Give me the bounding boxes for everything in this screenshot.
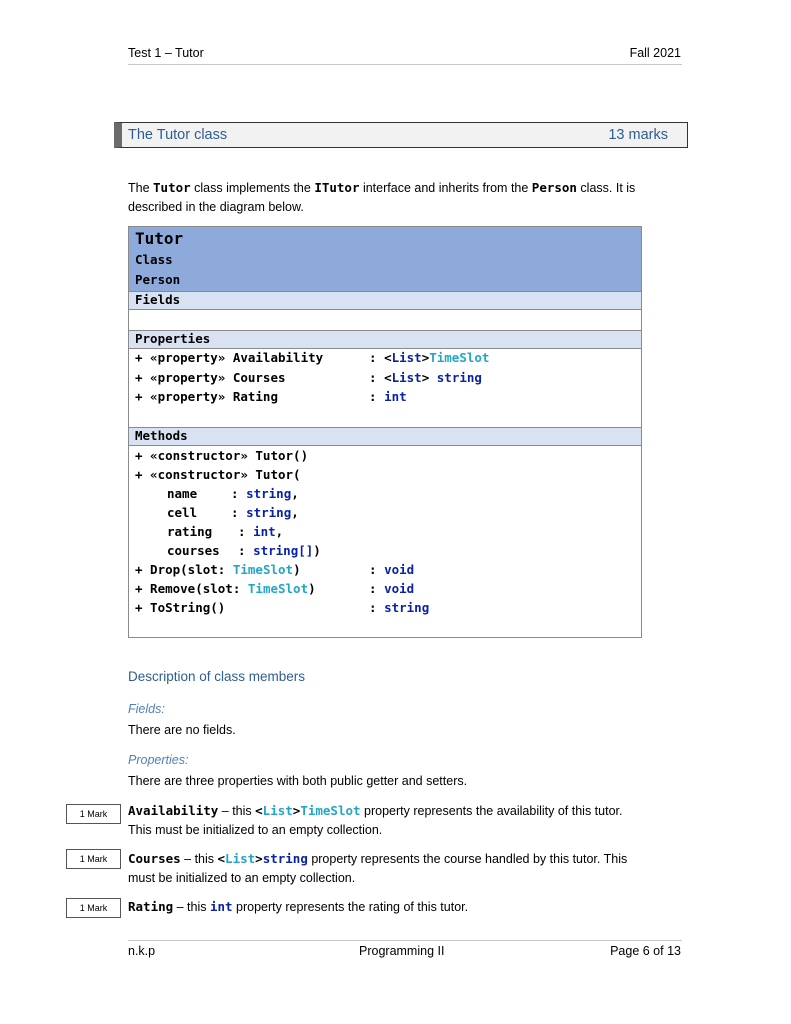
footer-rule (128, 940, 682, 941)
uml-method-return: : string (369, 600, 430, 615)
intro-text: The (128, 181, 154, 195)
uml-property: + «property» Courses (135, 370, 286, 385)
intro-text: interface and inherits from the (359, 181, 532, 195)
member-description-rating: Rating – this int property represents the rating of this tutor. (128, 899, 469, 914)
mark-box: 1 Mark (66, 898, 121, 918)
uml-method: + Drop(slot: TimeSlot) (135, 562, 301, 577)
header-left: Test 1 – Tutor (128, 46, 204, 60)
fields-subheading: Fields: (128, 702, 165, 716)
uml-property: + «property» Rating (135, 389, 278, 404)
uml-property: + «property» Availability (135, 350, 324, 365)
uml-param-type: : string[]) (238, 543, 321, 558)
uml-class-kind: Class (135, 252, 173, 267)
footer-center: Programming II (359, 944, 445, 958)
uml-constructor-params: + «constructor» Tutor( (135, 467, 301, 482)
uml-methods-band (129, 427, 641, 446)
uml-param-name: name (167, 486, 198, 501)
properties-text: There are three properties with both public getter and setters. (128, 774, 468, 788)
uml-method-return: : void (369, 581, 415, 596)
section-heading (114, 122, 688, 148)
uml-method: + Remove(slot: TimeSlot) (135, 581, 316, 596)
uml-param-type: : string, (231, 486, 299, 501)
footer-left: n.k.p (128, 944, 156, 958)
uml-method: + ToString() (135, 600, 226, 615)
uml-method-return: : void (369, 562, 415, 577)
uml-header (129, 227, 641, 291)
description-heading: Description of class members (128, 669, 306, 684)
uml-parent-class: Person (135, 272, 181, 287)
mark-box: 1 Mark (66, 849, 121, 869)
intro-paragraph (128, 178, 688, 217)
section-title: The Tutor class (128, 127, 228, 143)
uml-property-type: : <List>TimeSlot (369, 350, 490, 365)
code-tutor: Tutor (153, 180, 191, 195)
code-itutor: ITutor (314, 180, 360, 195)
uml-param-name: courses (167, 543, 220, 558)
fields-text: There are no fields. (128, 723, 236, 737)
section-marks: 13 marks (608, 127, 668, 143)
intro-text: class. It is (576, 181, 636, 195)
member-description-availability: Availability – this <List>TimeSlot property represents the availability of this tutor. This must be initialized to an empty collection. (128, 803, 623, 837)
intro-text: class implements the (190, 181, 315, 195)
intro-line-2: described in the diagram below. (128, 200, 304, 214)
member-description-courses: Courses – this <List>string property represents the course handled by this tutor. This must be initialized to an empty collection. (128, 851, 628, 885)
uml-properties-label: Properties (135, 331, 211, 346)
uml-property-type: : int (369, 389, 407, 404)
uml-param-type: : string, (231, 505, 299, 520)
properties-subheading: Properties: (128, 753, 189, 767)
mark-box: 1 Mark (66, 804, 121, 824)
intro-line-1 (128, 178, 688, 198)
uml-constructor-default: + «constructor» Tutor() (135, 448, 309, 463)
uml-param-name: rating (167, 524, 213, 539)
header-rule (128, 64, 682, 65)
uml-param-name: cell (167, 505, 198, 520)
uml-methods-label: Methods (135, 428, 188, 443)
uml-param-type: : int, (238, 524, 284, 539)
uml-fields-band (129, 291, 641, 310)
header-right: Fall 2021 (629, 46, 681, 60)
code-person: Person (531, 180, 577, 195)
uml-class-name: Tutor (135, 229, 184, 248)
footer-right: Page 6 of 13 (610, 944, 681, 958)
uml-class-diagram (128, 226, 642, 638)
uml-fields-label: Fields (135, 292, 181, 307)
uml-property-type: : <List> string (369, 370, 482, 385)
